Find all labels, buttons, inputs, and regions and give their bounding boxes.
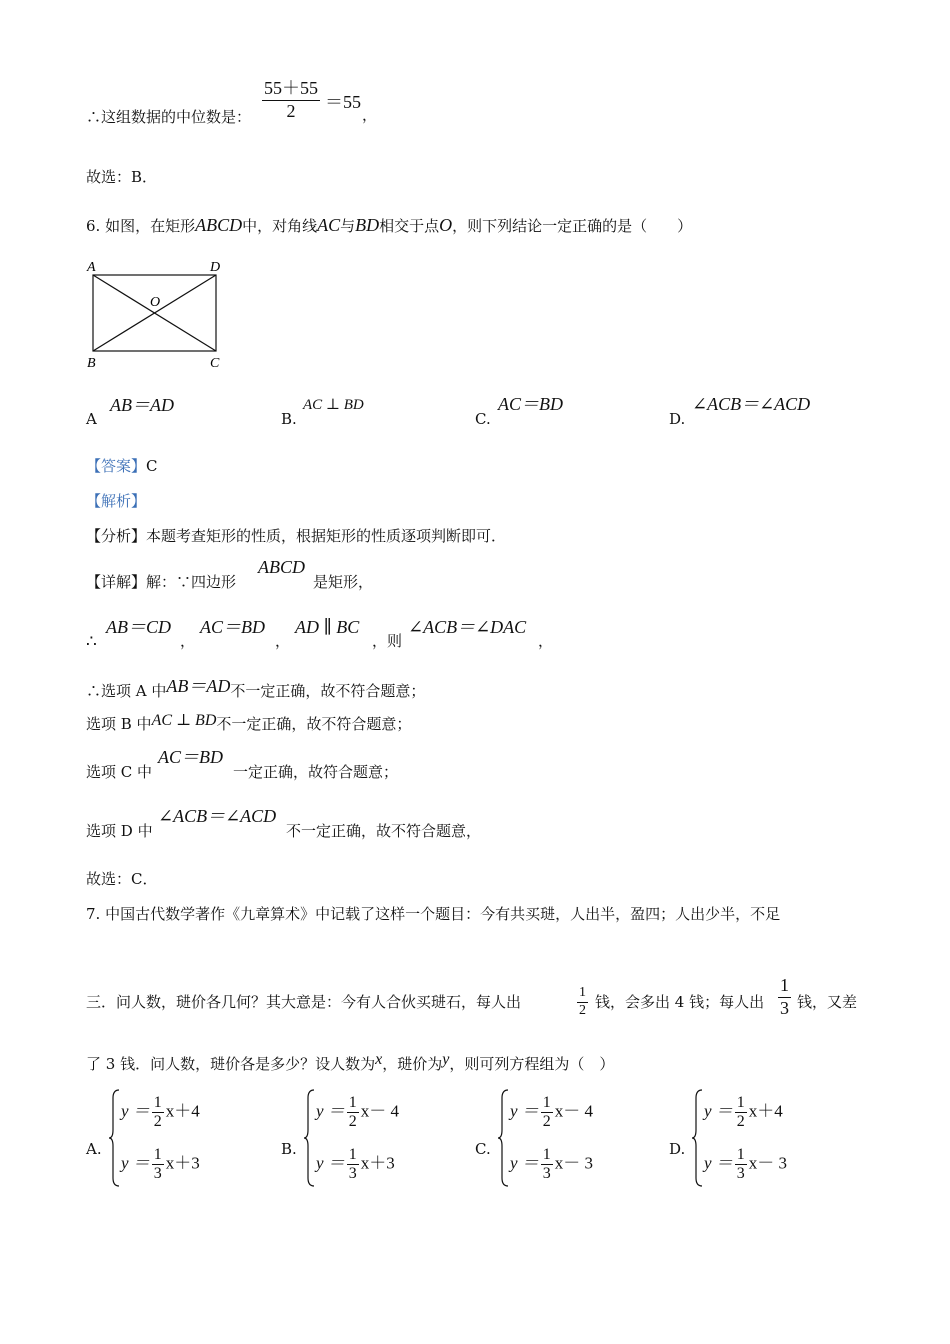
opt-d-suffix: 不一定正确，故不符合题意，	[286, 822, 482, 840]
opt-b-suffix: 不一定正确，故不符合题意；	[216, 715, 412, 733]
eq-coefficient	[735, 1094, 747, 1131]
eq-lhs: y ＝	[704, 1153, 733, 1173]
median-result: ＝55	[325, 92, 361, 112]
eq-coef-den: 3	[153, 1165, 162, 1182]
eq-lhs: y ＝	[704, 1101, 733, 1121]
q6-bd: BD	[355, 215, 380, 235]
opt-b-line	[86, 712, 412, 734]
fig-label-b: B	[87, 356, 96, 371]
q7-option-system	[304, 1088, 424, 1188]
equation-row	[316, 1094, 399, 1131]
q7-option-label: D.	[669, 1140, 686, 1158]
eq-coefficient	[347, 1146, 359, 1183]
q7-half-den: 2	[579, 1002, 586, 1018]
equation-row	[121, 1094, 200, 1131]
equation-row	[704, 1146, 787, 1183]
q6-option-c-label: C.	[475, 410, 491, 428]
q7-option-label: B.	[281, 1140, 297, 1158]
left-brace-icon	[498, 1088, 510, 1188]
therefore-symbol: ∴	[86, 632, 97, 652]
eq-lhs: y ＝	[316, 1101, 345, 1121]
q7-line-1: 7. 中国古代数学著作《九章算术》中记载了这样一个题目：今有共买琎，人出半，盈四；人出少半，不足	[86, 905, 781, 923]
equation-row	[121, 1146, 200, 1183]
q7-option-system	[692, 1088, 812, 1188]
q6-option-a-label: A	[86, 410, 97, 428]
q7-line-2-text-2: 钱，会多出 4 钱；每人出	[595, 993, 765, 1011]
xiangjie-text-2: 是矩形，	[313, 573, 374, 591]
q7-line-2-text-3: 钱，又差	[797, 993, 858, 1011]
q6-option-c: AC＝BD	[498, 394, 563, 414]
comma-3: ，	[538, 632, 554, 650]
xiangjie-abcd: ABCD	[258, 557, 305, 577]
eq-coefficient	[152, 1146, 164, 1183]
median-prefix: ∴这组数据的中位数是：	[86, 108, 252, 126]
q7-line-3	[86, 1051, 615, 1074]
q7-line-3-text-3: ，则可列方程组为（ ）	[449, 1055, 615, 1073]
fenxi-line: 【分析】本题考查矩形的性质，根据矩形的性质逐项判断即可．	[86, 527, 507, 545]
q6-ac: AC	[317, 215, 341, 235]
answer-line	[86, 457, 158, 475]
eq-ac-bd: AC＝BD	[200, 617, 265, 637]
q7-option-system	[109, 1088, 229, 1188]
equation-row	[316, 1146, 395, 1183]
opt-c-suffix: 一定正确，故符合题意；	[233, 763, 399, 781]
eq-coefficient	[541, 1146, 553, 1183]
equation-row	[510, 1146, 593, 1183]
q6-option-a: AB＝AD	[110, 395, 174, 415]
fig-label-d: D	[210, 260, 221, 275]
q7-option-label: A.	[86, 1140, 102, 1158]
opt-a-line	[86, 676, 426, 702]
eq-angle-acb-dac: ∠ACB＝∠DAC	[408, 617, 527, 637]
rectangle-figure	[84, 255, 234, 373]
eq-rhs: x－ 4	[554, 1101, 594, 1121]
eq-rhs: x－ 3	[554, 1153, 594, 1173]
q6-text-5: ，则下列结论一定正确的是（ ）	[452, 217, 693, 235]
q7-line-2-text-1: 三．问人数，琎价各几何？其大意是：今有人合伙买琎石，每人出	[86, 993, 522, 1011]
opt-b-eq: AC ⊥ BD	[151, 712, 217, 729]
q7-option-system	[498, 1088, 618, 1188]
opt-c-prefix: 选项 C 中	[86, 763, 153, 781]
analysis-tag: 【解析】	[86, 492, 147, 510]
eq-coef-num: 1	[153, 1094, 162, 1111]
choose-b: 故选：B．	[86, 168, 158, 186]
q7-fraction-third	[778, 975, 791, 1019]
eq-coef-den: 3	[542, 1165, 551, 1182]
eq-coef-den: 2	[542, 1113, 551, 1130]
eq-coef-num: 1	[153, 1146, 162, 1163]
equation-row	[510, 1094, 593, 1131]
eq-rhs: x－ 3	[748, 1153, 788, 1173]
opt-a-prefix: ∴选项 A 中	[86, 682, 167, 700]
ze-text: ，则	[372, 632, 403, 650]
eq-coef-num: 1	[736, 1146, 745, 1163]
answer-value: C	[146, 457, 158, 475]
median-comma: ，	[362, 106, 378, 124]
xiangjie-text-1: 【详解】解：∵四边形	[86, 573, 237, 591]
left-brace-icon	[692, 1088, 704, 1188]
q7-line-3-text-2: ，琎价为	[382, 1055, 443, 1073]
q6-option-b: AC ⊥ BD	[303, 397, 364, 413]
eq-coef-den: 2	[736, 1113, 745, 1130]
eq-coef-den: 2	[153, 1113, 162, 1130]
opt-d-eq: ∠ACB＝∠ACD	[158, 806, 277, 826]
eq-rhs: x＋3	[360, 1153, 395, 1173]
eq-ab-cd: AB＝CD	[106, 617, 171, 637]
eq-lhs: y ＝	[510, 1153, 539, 1173]
q7-fraction-half	[577, 985, 588, 1020]
eq-coef-den: 3	[348, 1165, 357, 1182]
opt-c-eq: AC＝BD	[158, 747, 223, 767]
fig-label-o: O	[150, 295, 161, 310]
median-fraction	[262, 78, 320, 122]
median-numerator: 55＋55	[264, 78, 318, 98]
answer-tag: 【答案】	[86, 457, 147, 475]
eq-lhs: y ＝	[510, 1101, 539, 1121]
q6-stem	[86, 215, 692, 237]
eq-coef-den: 2	[348, 1113, 357, 1130]
eq-rhs: x＋4	[165, 1101, 200, 1121]
q7-option-label: C.	[475, 1140, 491, 1158]
eq-coefficient	[541, 1094, 553, 1131]
q6-option-b-label: B.	[281, 410, 297, 428]
q6-abcd: ABCD	[195, 215, 243, 235]
q7-third-den: 3	[780, 997, 789, 1018]
eq-coef-den: 3	[736, 1165, 745, 1182]
eq-coef-num: 1	[348, 1094, 357, 1111]
eq-ad-parallel-bc: AD ∥ BC	[295, 617, 360, 637]
eq-lhs: y ＝	[121, 1101, 150, 1121]
fig-label-c: C	[210, 356, 220, 371]
opt-b-prefix: 选项 B 中	[86, 715, 152, 733]
eq-rhs: x－ 4	[360, 1101, 400, 1121]
q6-text-2: 中，对角线	[242, 217, 318, 235]
eq-coefficient	[152, 1094, 164, 1131]
left-brace-icon	[109, 1088, 121, 1188]
eq-coefficient	[347, 1094, 359, 1131]
median-denominator: 2	[262, 100, 320, 123]
q7-var-y: y	[442, 1051, 450, 1068]
eq-rhs: x＋4	[748, 1101, 783, 1121]
q7-var-x: x	[375, 1051, 383, 1068]
q6-text-4: 相交于点	[379, 217, 440, 235]
eq-rhs: x＋3	[165, 1153, 200, 1173]
eq-coef-num: 1	[736, 1094, 745, 1111]
left-brace-icon	[304, 1088, 316, 1188]
q7-half-num: 1	[579, 985, 586, 1000]
q6-option-d: ∠ACB＝∠ACD	[692, 394, 811, 414]
equation-row	[704, 1094, 783, 1131]
opt-d-prefix: 选项 D 中	[86, 822, 153, 840]
eq-coef-num: 1	[348, 1146, 357, 1163]
eq-coef-num: 1	[542, 1094, 551, 1111]
comma-1: ，	[180, 632, 196, 650]
eq-lhs: y ＝	[316, 1153, 345, 1173]
choose-c: 故选：C．	[86, 870, 158, 888]
fig-label-a: A	[87, 260, 96, 275]
q6-o: O	[439, 215, 453, 235]
eq-coef-num: 1	[542, 1146, 551, 1163]
q6-text-1: 6. 如图，在矩形	[86, 217, 196, 235]
eq-coefficient	[735, 1146, 747, 1183]
q6-option-d-label: D.	[669, 410, 686, 428]
comma-2: ，	[275, 632, 291, 650]
q7-line-3-text-1: 了 3 钱．问人数，琎价各是多少？设人数为	[86, 1055, 376, 1073]
q6-text-3: 与	[340, 217, 356, 235]
opt-a-suffix: 不一定正确，故不符合题意；	[230, 682, 426, 700]
opt-a-eq: AB＝AD	[166, 676, 231, 696]
eq-lhs: y ＝	[121, 1153, 150, 1173]
q7-third-num: 1	[780, 975, 789, 995]
